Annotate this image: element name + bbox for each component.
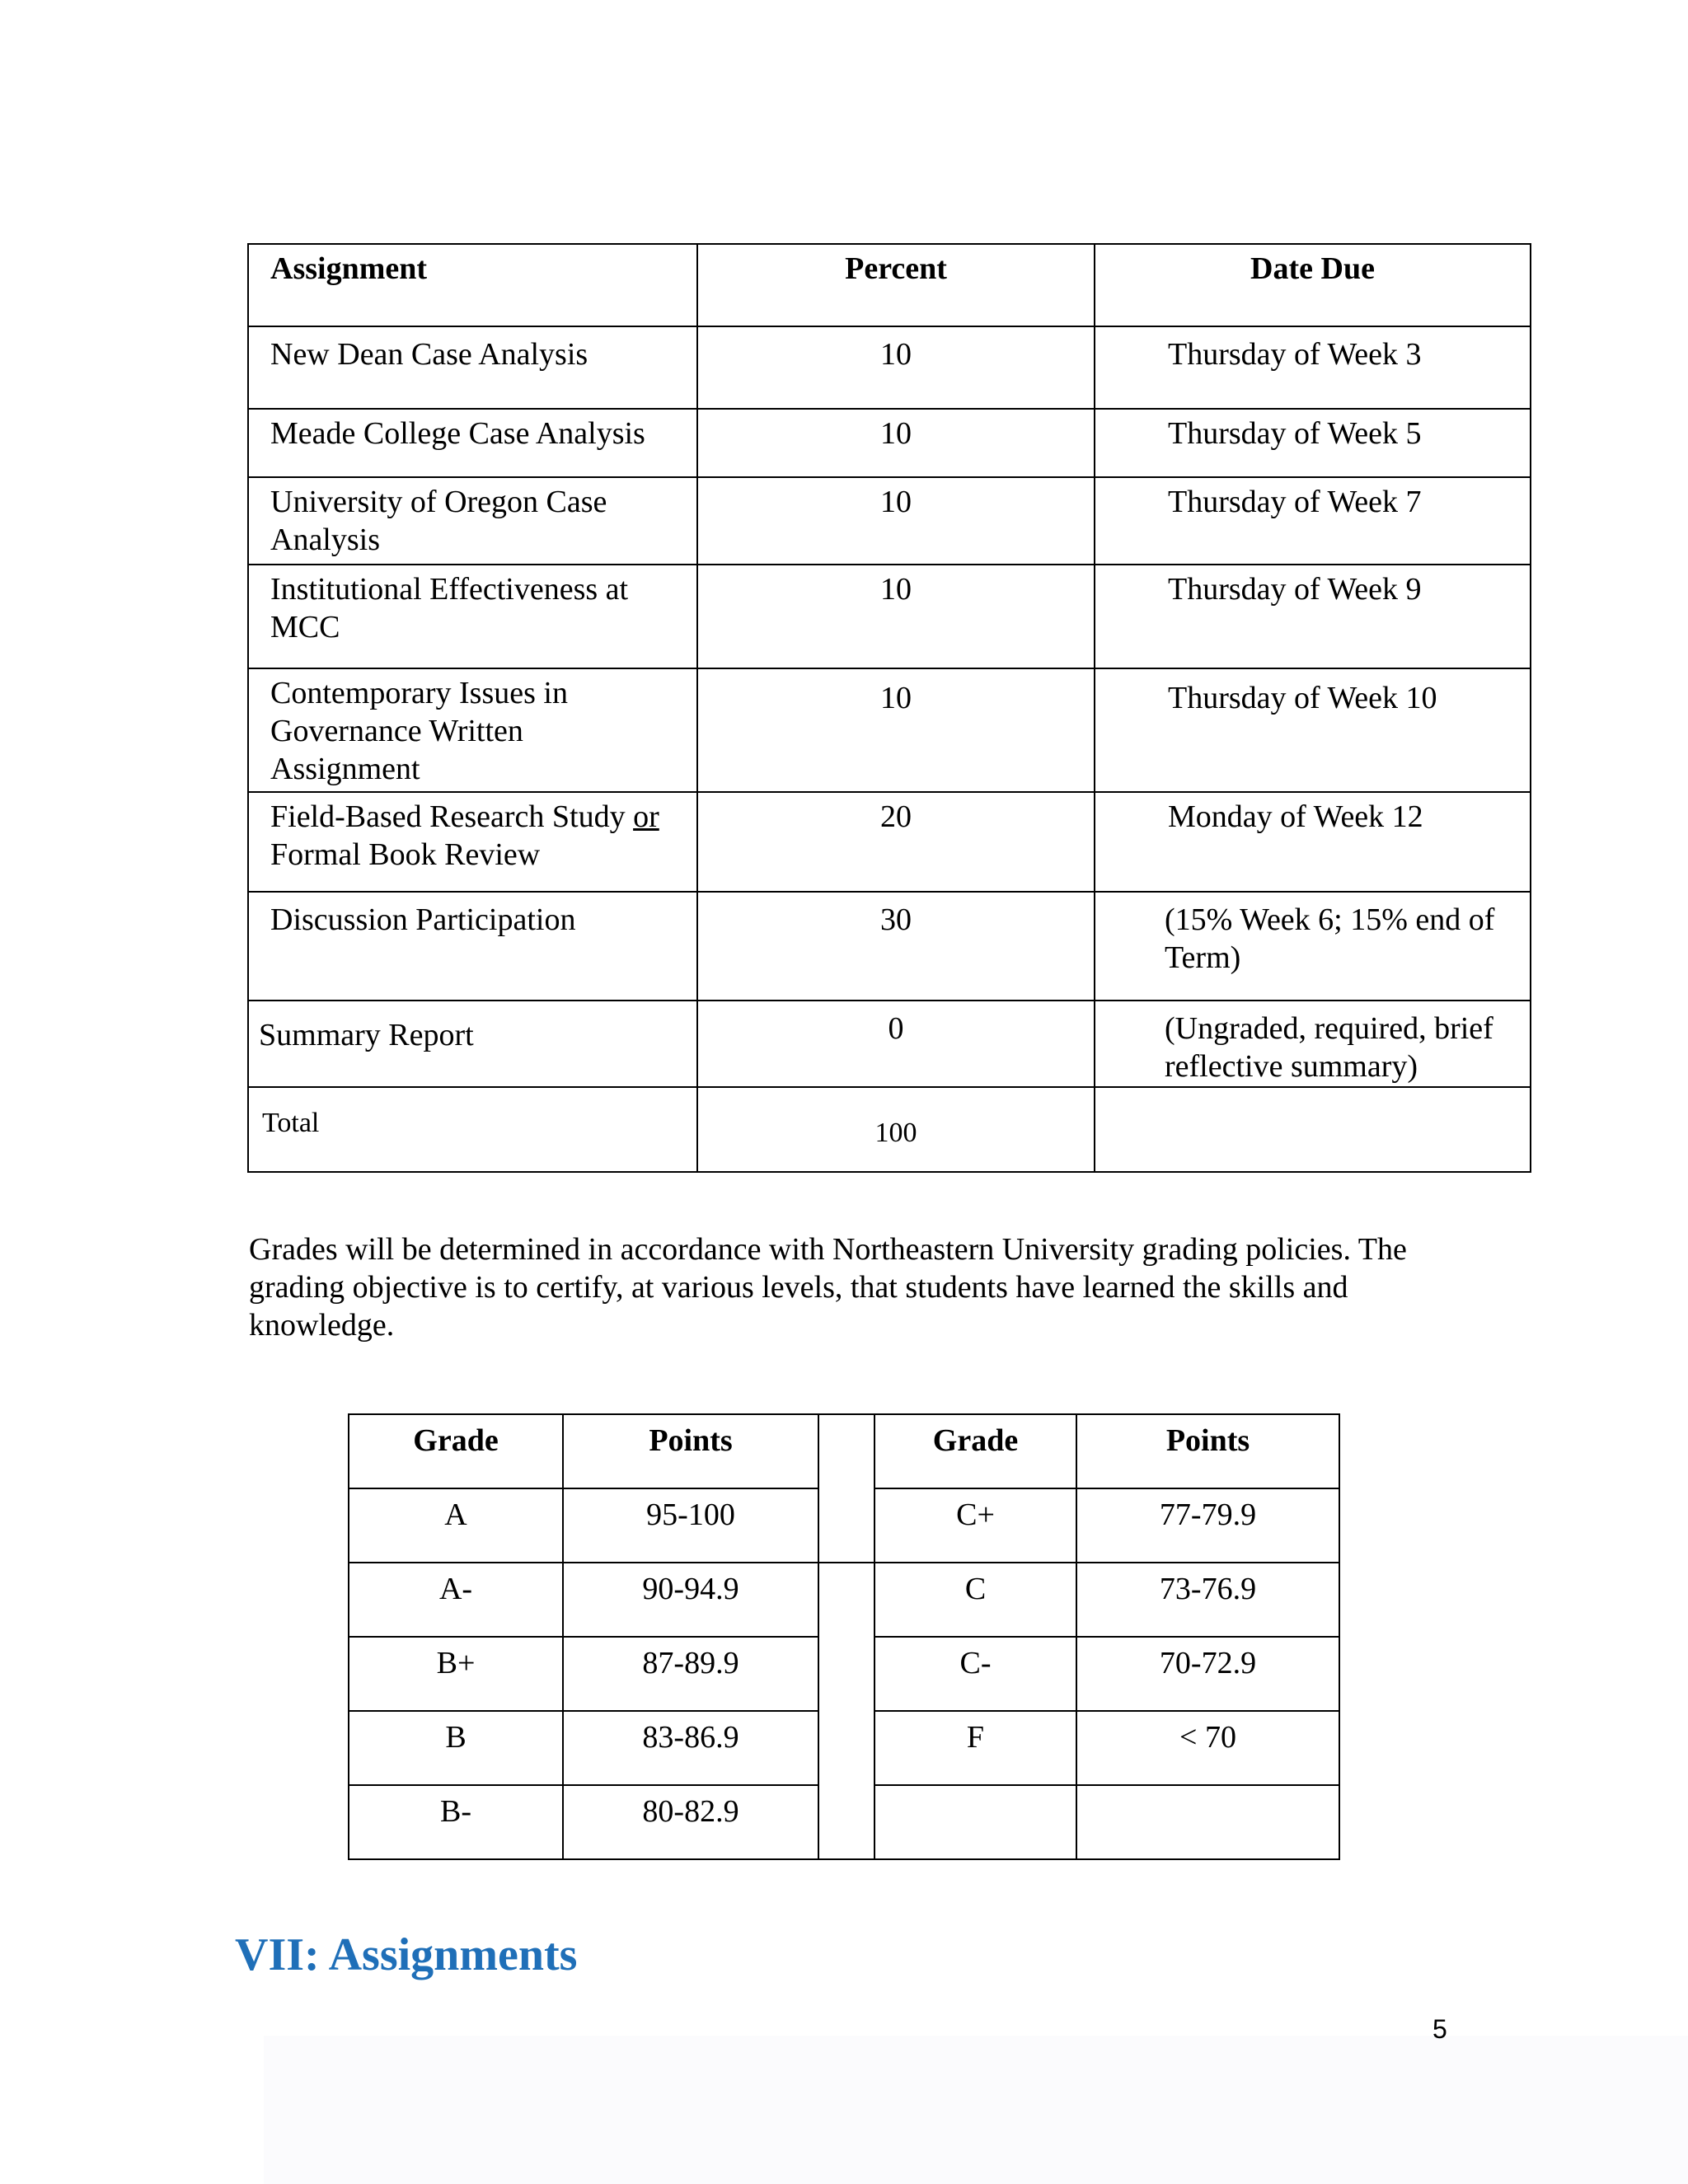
table-row (349, 1637, 1339, 1711)
grade-scale-header (349, 1414, 1339, 1488)
assignment-cell: New Dean Case Analysis (248, 326, 697, 409)
points-cell: 83-86.9 (563, 1711, 818, 1785)
percent-cell: 10 (697, 326, 1095, 409)
grade-scale-table (348, 1413, 1340, 1860)
date-due-cell: (Ungraded, required, brief reflective summary) (1095, 1001, 1531, 1087)
date-due-cell: (15% Week 6; 15% end of Term) (1095, 892, 1531, 1001)
assignment-table-header (248, 244, 1531, 326)
date-due-cell: Thursday of Week 7 (1095, 477, 1531, 565)
table-row (248, 477, 1531, 565)
assignment-cell: Meade College Case Analysis (248, 409, 697, 477)
assignment-text: Field-Based Research Study (270, 799, 634, 834)
points-cell: 87-89.9 (563, 1637, 818, 1711)
date-due-cell (1095, 1087, 1531, 1172)
total-label-cell: Total (248, 1087, 697, 1172)
table-row (248, 668, 1531, 792)
date-due-cell: Thursday of Week 3 (1095, 326, 1531, 409)
grade-cell: C (874, 1563, 1076, 1637)
grade-cell: A- (349, 1563, 563, 1637)
assignment-cell (248, 792, 697, 892)
percent-cell: 20 (697, 792, 1095, 892)
points-cell (1076, 1785, 1339, 1859)
points-cell: 77-79.9 (1076, 1488, 1339, 1563)
header-points-right: Points (1076, 1414, 1339, 1488)
assignment-cell: Discussion Participation (248, 892, 697, 1001)
points-cell: < 70 (1076, 1711, 1339, 1785)
percent-cell: 10 (697, 668, 1095, 792)
assignment-cell: Institutional Effectiveness at MCC (248, 565, 697, 668)
header-grade-right: Grade (874, 1414, 1076, 1488)
points-cell: 90-94.9 (563, 1563, 818, 1637)
total-percent-cell: 100 (697, 1087, 1095, 1172)
points-cell: 70-72.9 (1076, 1637, 1339, 1711)
column-spacer (818, 1785, 874, 1859)
table-row (349, 1488, 1339, 1563)
page-number: 5 (1432, 2014, 1447, 2044)
table-row (248, 409, 1531, 477)
percent-cell: 0 (697, 1001, 1095, 1087)
footer-shading (264, 2036, 1688, 2184)
date-due-cell: Thursday of Week 5 (1095, 409, 1531, 477)
points-cell: 80-82.9 (563, 1785, 818, 1859)
underlined-or: or (633, 799, 659, 834)
table-row (248, 565, 1531, 668)
grading-policy-paragraph: Grades will be determined in accordance with Northeastern University grading policies. The grading objective is to certify, at various levels, that students have learned the skills and knowledge. (249, 1232, 1407, 1343)
points-cell: 95-100 (563, 1488, 818, 1563)
table-row (248, 892, 1531, 1001)
assignment-text-line2: Formal Book Review (270, 837, 541, 872)
grade-cell: B+ (349, 1637, 563, 1711)
assignment-cell: Summary Report (248, 1001, 697, 1087)
date-due-cell: Thursday of Week 10 (1095, 668, 1531, 792)
header-grade-left: Grade (349, 1414, 563, 1488)
table-row (349, 1785, 1339, 1859)
grade-cell: A (349, 1488, 563, 1563)
table-row (248, 326, 1531, 409)
header-assignment: Assignment (248, 244, 697, 326)
table-row (248, 1001, 1531, 1087)
header-date-due: Date Due (1095, 244, 1531, 326)
grade-cell (874, 1785, 1076, 1859)
table-row (248, 1087, 1531, 1172)
header-points-left: Points (563, 1414, 818, 1488)
grade-cell: C+ (874, 1488, 1076, 1563)
column-spacer (818, 1563, 874, 1637)
percent-cell: 10 (697, 565, 1095, 668)
grade-cell: F (874, 1711, 1076, 1785)
assignment-table (247, 243, 1531, 1173)
column-spacer (818, 1637, 874, 1711)
column-spacer (818, 1711, 874, 1785)
percent-cell: 10 (697, 409, 1095, 477)
column-spacer (818, 1414, 874, 1488)
grade-cell: C- (874, 1637, 1076, 1711)
table-row (248, 792, 1531, 892)
section-heading: VII: Assignments (235, 1929, 578, 1980)
assignment-cell: University of Oregon Case Analysis (248, 477, 697, 565)
date-due-cell: Monday of Week 12 (1095, 792, 1531, 892)
header-percent: Percent (697, 244, 1095, 326)
table-row (349, 1711, 1339, 1785)
table-row (349, 1563, 1339, 1637)
percent-cell: 10 (697, 477, 1095, 565)
date-due-cell: Thursday of Week 9 (1095, 565, 1531, 668)
percent-cell: 30 (697, 892, 1095, 1001)
column-spacer (818, 1488, 874, 1563)
grade-cell: B (349, 1711, 563, 1785)
assignment-cell: Contemporary Issues in Governance Written Assignment (248, 668, 697, 792)
grade-cell: B- (349, 1785, 563, 1859)
points-cell: 73-76.9 (1076, 1563, 1339, 1637)
